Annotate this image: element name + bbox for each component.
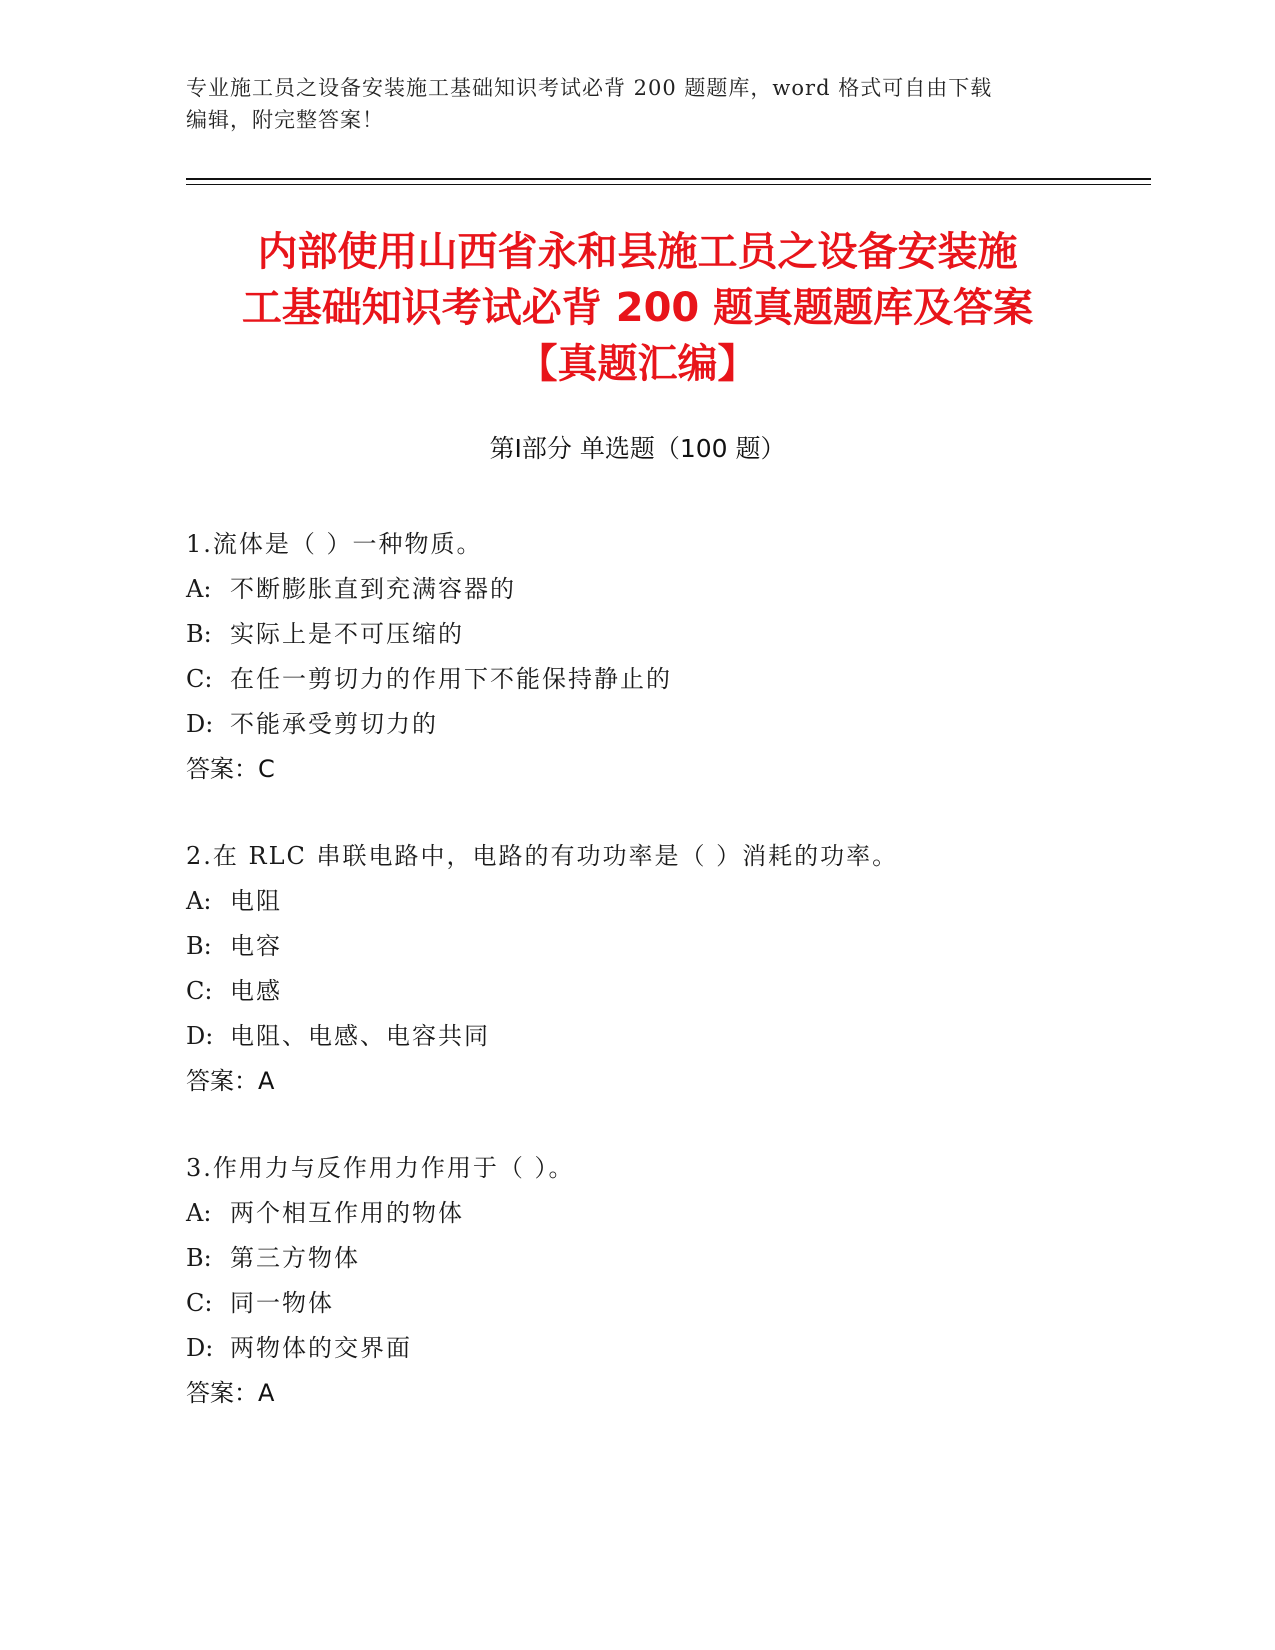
option-d xyxy=(186,702,1106,747)
question-item xyxy=(186,522,1106,792)
header-rule-thin xyxy=(186,184,1151,185)
option-b xyxy=(186,924,1106,969)
option-letter: C: xyxy=(186,977,213,1005)
option-text: 第三方物体 xyxy=(230,1244,360,1272)
option-text: 两个相互作用的物体 xyxy=(230,1199,464,1227)
question-item xyxy=(186,1146,1106,1416)
answer-key: 答案：A xyxy=(186,1067,275,1095)
question-stem: 3.作用力与反作用力作用于（ ）。 xyxy=(186,1154,575,1182)
option-letter: B: xyxy=(186,1244,212,1272)
section-heading: 第Ⅰ部分 单选题（100 题） xyxy=(489,434,786,463)
option-letter: A: xyxy=(186,1199,212,1227)
question-item xyxy=(186,834,1106,1104)
option-letter: C: xyxy=(186,665,213,693)
option-text: 同一物体 xyxy=(230,1289,334,1317)
option-text: 不断膨胀直到充满容器的 xyxy=(230,575,516,603)
option-c xyxy=(186,969,1106,1014)
option-letter: A: xyxy=(186,575,212,603)
header-note-line-2: 编辑，附完整答案！ xyxy=(186,108,384,132)
option-b xyxy=(186,1236,1106,1281)
document-title xyxy=(150,224,1125,392)
option-letter: A: xyxy=(186,887,212,915)
question-stem: 1.流体是（ ）一种物质。 xyxy=(186,530,483,558)
question-stem: 2.在 RLC 串联电路中，电路的有功功率是（ ）消耗的功率。 xyxy=(186,842,899,870)
option-a xyxy=(186,567,1106,612)
option-c xyxy=(186,657,1106,702)
header-note-line-1: 专业施工员之设备安装施工基础知识考试必背 200 题题库，word 格式可自由下载 xyxy=(186,76,993,100)
question-list xyxy=(186,522,1106,1458)
option-text: 不能承受剪切力的 xyxy=(230,710,438,738)
option-a xyxy=(186,879,1106,924)
header-rule-thick xyxy=(186,178,1151,180)
header-note xyxy=(186,72,1066,136)
option-c xyxy=(186,1281,1106,1326)
option-text: 电容 xyxy=(230,932,282,960)
document-title-line-2: 工基础知识考试必背 200 题真题题库及答案 xyxy=(241,285,1034,331)
option-letter: D: xyxy=(186,1334,214,1362)
option-d xyxy=(186,1326,1106,1371)
option-letter: B: xyxy=(186,932,212,960)
option-text: 在任一剪切力的作用下不能保持静止的 xyxy=(230,665,672,693)
option-letter: B: xyxy=(186,620,212,648)
document-title-line-3: 【真题汇编】 xyxy=(517,341,758,387)
option-letter: C: xyxy=(186,1289,213,1317)
option-letter: D: xyxy=(186,710,214,738)
option-text: 电阻、电感、电容共同 xyxy=(230,1022,490,1050)
option-d xyxy=(186,1014,1106,1059)
option-b xyxy=(186,612,1106,657)
option-letter: D: xyxy=(186,1022,214,1050)
answer-key: 答案：C xyxy=(186,755,275,783)
option-a xyxy=(186,1191,1106,1236)
option-text: 两物体的交界面 xyxy=(230,1334,412,1362)
option-text: 电感 xyxy=(230,977,282,1005)
option-text: 实际上是不可压缩的 xyxy=(230,620,464,648)
document-title-line-1: 内部使用山西省永和县施工员之设备安装施 xyxy=(257,229,1018,275)
answer-key: 答案：A xyxy=(186,1379,275,1407)
option-text: 电阻 xyxy=(230,887,282,915)
